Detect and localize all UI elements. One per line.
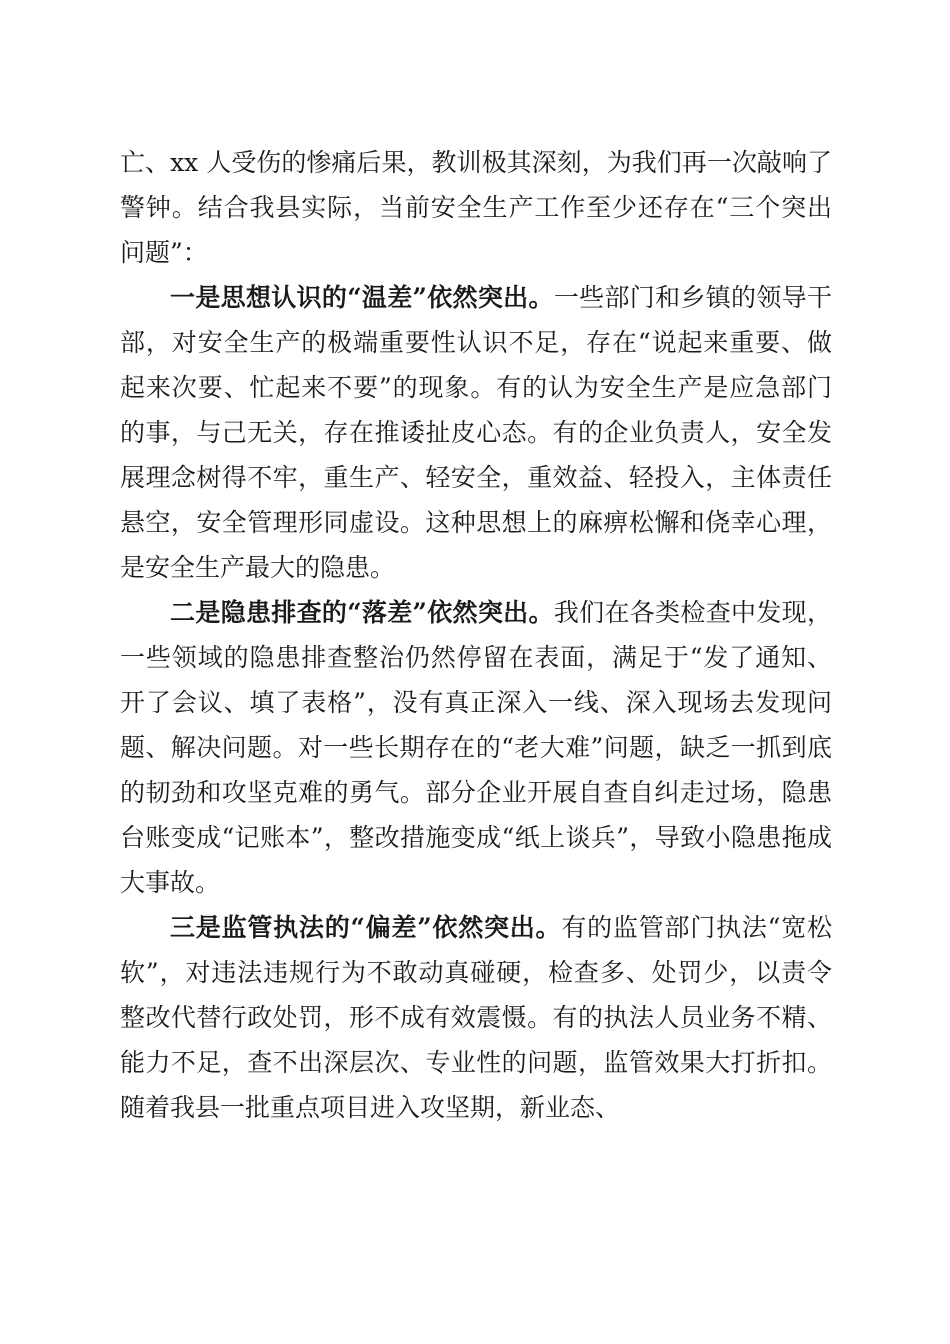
paragraph-problem-2-text: 我们在各类检查中发现，一些领域的隐患排查整治仍然停留在表面，满足于“发了通知、开了会议、填了表格”，没有真正深入一线、深入现场去发现问题、解决问题。对一些长期存在的“老大难”问题，缺乏一抓到底的韧劲和攻坚克难的勇气。部分企业开展自查自纠走过场，隐患台账变成“记账本”，整改措施变成“纸上谈兵”，导致小隐患拖成大事故。: [120, 598, 832, 897]
paragraph-problem-3: [120, 905, 832, 1130]
paragraph-problem-3-lead: 三是监管执法的“偏差”依然突出。: [170, 913, 562, 942]
paragraph-problem-3-text: 有的监管部门执法“宽松软”，对违法违规行为不敢动真碰硬，检查多、处罚少，以责令整改代替行政处罚，形不成有效震慑。有的执法人员业务不精、能力不足，查不出深层次、专业性的问题，监管效果大打折扣。随着我县一批重点项目进入攻坚期，新业态、: [120, 913, 832, 1122]
paragraph-problem-1-lead: 一是思想认识的“温差”依然突出。: [170, 283, 554, 312]
paragraph-problem-1: [120, 275, 832, 590]
paragraph-intro-text: 亡、xx 人受伤的惨痛后果，教训极其深刻，为我们再一次敲响了警钟。结合我县实际，当前安全生产工作至少还存在“三个突出问题”：: [120, 148, 832, 267]
paragraph-problem-2-lead: 二是隐患排查的“落差”依然突出。: [170, 598, 554, 627]
body-text: [120, 140, 832, 1130]
paragraph-problem-1-text: 一些部门和乡镇的领导干部，对安全生产的极端重要性认识不足，存在“说起来重要、做起来次要、忙起来不要”的现象。有的认为安全生产是应急部门的事，与己无关，存在推诿扯皮心态。有的企业负责人，安全发展理念树得不牢，重生产、轻安全，重效益、轻投入，主体责任悬空，安全管理形同虚设。这种思想上的麻痹松懈和侥幸心理，是安全生产最大的隐患。: [120, 283, 832, 582]
paragraph-intro: [120, 140, 832, 275]
paragraph-problem-2: [120, 590, 832, 905]
